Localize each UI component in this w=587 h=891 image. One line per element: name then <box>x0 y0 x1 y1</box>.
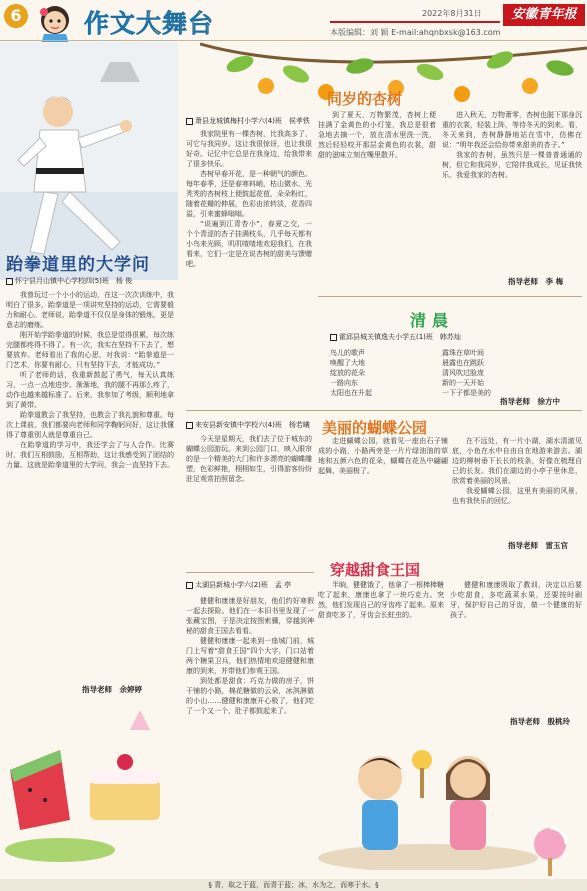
article-byline: 怀宁县月山镇中心学校四(5)班 杨 俊 <box>6 276 132 286</box>
article-body-column-1 <box>186 434 312 566</box>
article-body <box>6 290 174 674</box>
paragraph: 杏树早春开花，是一种朝气的颜色。每年春季，还是春寒料峭，枯山微水，光秃秃的杏树枝上便鼓起花苞，朵朵粉红，随着花瓣的伸展，色彩由浓转淡，花香四溢，引来蜜蜂嗡嗡。 <box>186 170 312 218</box>
section-title: 作文大舞台 <box>84 9 215 38</box>
poem-line: 清风吹过脸庞 <box>442 369 484 377</box>
poem-line: 太阳也在升起 <box>330 389 372 397</box>
article-body-column-3 <box>452 436 582 534</box>
tutor-credit: 指导老师 徐方中 <box>500 397 560 406</box>
checkbox-icon <box>330 334 337 341</box>
editor-credit: 本版编辑：刘 颖 E-mail:ahqnbxsk@163.com <box>330 28 501 37</box>
divider <box>186 572 314 573</box>
tutor-credit: 指导老师 余婷婷 <box>82 685 142 694</box>
article-byline: 萧县龙城镇梅村小学六(4)班 侯孝铁 <box>186 116 310 126</box>
article-title: 穿越甜食王国 <box>330 561 421 579</box>
article-byline: 太湖县新城小学六(2)班 孟 亭 <box>186 580 291 590</box>
paragraph: 到处都是甜食：巧克力做的房子，饼干铺的小路，棉花糖做的云朵，冰淇淋做的小山……健健和康康开心极了，他们吃了一个又一个，肚子都鼓起来了。 <box>186 677 314 715</box>
checkbox-icon <box>186 422 193 429</box>
article-body-column-3 <box>450 580 582 712</box>
article-title: 美丽的蝴蝶公园 <box>322 419 428 437</box>
paragraph: 刚开始学跆拳道的时候，我总是觉得很累，每次练完腿都疼得不得了。有一次，我实在坚持不下去了，想要放弃。老师看出了我的心思，对我说：“跆拳道是一门艺术，你要有耐心，只有坚持下去，才能成功。” <box>6 331 174 369</box>
paragraph: 我曾玩过一个小小的运动，在这一次次训练中，我明白了很多，跆拳道是一项讲究坚持的运动，它需要毅力和耐心。老师说，跆拳道不仅仅是身体的锻炼，更是意志的磨炼。 <box>6 291 174 329</box>
poem-line: 一下子都是美的 <box>442 389 491 397</box>
article-title: 清晨 <box>410 311 455 330</box>
paragraph: 在不远处，有一片小湖，湖水清澈见底，小鱼在水中自由自在地游来游去。湖边的柳树垂下长长的枝条，好像在梳理自己的长发。我们在湖边的小亭子里休息，欣赏着美丽的风景。 <box>452 437 582 485</box>
paragraph: 我爱蝴蝶公园，这里有美丽的风景，也有我快乐的回忆。 <box>452 487 582 505</box>
article-body-column-2 <box>318 580 444 720</box>
tutor-credit: 指导老师 殷桃玲 <box>510 717 570 726</box>
page-number: 6 <box>4 4 28 28</box>
article-title: 同岁的杏树 <box>327 90 403 108</box>
paragraph: 听了老师的话，我重新鼓起了勇气，每天认真练习，一点一点地进步。渐渐地，我的腿不再那么疼了，动作也越来越标准了。后来，我参加了考级，顺利地拿到了黄带。 <box>6 371 174 409</box>
tutor-credit: 指导老师 李 梅 <box>508 277 564 286</box>
paragraph: 在跆拳道的学习中，我还学会了与人合作。比赛时，我们互相鼓励，互相帮助，这让我感受到了团结的力量。这就是跆拳道里的大学问，我会一直坚持下去。 <box>6 441 174 469</box>
poem-line: 绽放的花朵 <box>330 369 365 377</box>
poem-line: 唤醒了大地 <box>330 359 365 367</box>
article-body-column-2 <box>318 436 448 540</box>
poem-line: 鸟儿的歌声 <box>330 349 365 357</box>
article-title: 跆拳道里的大学问 <box>6 255 150 275</box>
article-body-column-3 <box>442 110 582 272</box>
paragraph: 到了夏天，万物繁茂，杏树上便挂满了金黄色的小灯笼，我总是很着急地去摘一个，放在清水里洗一洗，然后轻轻咬开那层金黄色的衣裳，甜甜的滋味立刻在嘴里散开。 <box>318 111 436 159</box>
kids-image <box>318 730 538 870</box>
article-byline: 霍邱县城关镇逸夫小学五(1)班 韩苏灿 <box>330 332 461 342</box>
article-body-column-1 <box>186 129 312 339</box>
divider <box>318 296 582 297</box>
article-body-column-2 <box>318 110 436 290</box>
paragraph: 我家的杏树，虽然只是一棵普普通通的树，但它和我同岁，它陪伴我成长，见证我快乐，我爱我家的杏树。 <box>442 151 582 179</box>
paragraph: 进入秋天，万物萧零，杏树也脱下那身沉重的衣裳，轻装上阵，等待冬天的到来。看，冬天来到，杏树静静地站在雪中，仿佛在说：“明年我还会给你带来甜美的杏子。” <box>442 111 582 149</box>
taekwondo-boy-image <box>0 42 178 280</box>
paragraph: 今天是星期天，我们去了位于城东的蝴蝶公园游玩。来到公园门口，映入眼帘的是一个精美的大门和许多漂亮的蝴蝶雕塑，色彩鲜艳，栩栩如生，引得游客纷纷驻足观赏拍照留念。 <box>186 435 312 483</box>
poem-line: 晨露也在跳跃 <box>442 359 484 367</box>
article-body-column-1 <box>186 596 314 872</box>
checkbox-icon <box>186 582 193 589</box>
candy-image <box>520 820 587 876</box>
paragraph: 半晌，健健饿了，他拿了一根棒棒糖吃了起来，康康也拿了一块巧克力。突然，他们发现自己的牙齿疼了起来。原来甜食吃多了，牙齿会长蛀虫的。 <box>318 581 444 619</box>
poem-line: 新的一天开始 <box>442 379 484 387</box>
paragraph: “说遍到江青杏小”，春夏之交，一个个青涩的杏子挂满枝头，几乎每天都有小鸟来光顾，叽叽喳喳地欢迎我们，在我看来，它们一定是在说杏树的甜美与馈赠吧。 <box>186 220 312 268</box>
poem-line: 一路向东 <box>330 379 358 387</box>
paragraph: 我家院里有一棵杏树，比我高多了，可它与我同岁。这让我很惊讶，也让我很好奇。记忆中它总是在我身边，给我带来了很多快乐。 <box>186 130 312 168</box>
sweets-image <box>0 690 190 870</box>
header-accent-bar <box>330 21 500 23</box>
paragraph: 跆拳道教会了我坚持，也教会了我礼貌和尊重。每次上课前，我们都要向老师和同学鞠躬问好，这让我懂得了尊重别人就是尊重自己。 <box>6 411 174 439</box>
tutor-credit: 指导老师 雷玉官 <box>508 541 568 550</box>
paragraph: 健健和康康是好朋友，他们约好寒假一起去探险。他们在一本旧书里发现了一张藏宝图，于是决定按图索骥，穿越到神秘的甜食王国去看看。 <box>186 597 314 635</box>
checkbox-icon <box>186 118 193 125</box>
paragraph: 健健和康康吸取了教训，决定以后要少吃甜食，多吃蔬菜水果，还要按时刷牙，保护好自己的牙齿，做一个健康的好孩子。 <box>450 581 582 619</box>
newspaper-brand: 安徽青年报 <box>503 4 585 26</box>
divider <box>186 410 582 411</box>
checkbox-icon <box>6 278 13 285</box>
issue-date: 2022年8月31日 <box>422 9 482 18</box>
poem-line: 露珠在草叶间 <box>442 349 484 357</box>
article-byline: 来安县新安镇中学校六(4)班 杨若曦 <box>186 420 310 430</box>
paragraph: 健健和康康一起来到一座城门前，城门上写着“甜食王国”四个大字，门口站着两个糖果卫兵，他们热情地欢迎健健和康康的到来，并带他们参观王国。 <box>186 637 314 675</box>
paragraph: 走进蝴蝶公园，就看见一座由石子铺成的小路，小路两旁是一片片绿油油的草地和五颜六色的花朵，蝴蝶在花丛中翩翩起舞，美丽极了。 <box>318 437 448 475</box>
footer-quote: § 青，取之于蓝，而青于蓝；冰，水为之，而寒于水。§ <box>0 879 587 891</box>
